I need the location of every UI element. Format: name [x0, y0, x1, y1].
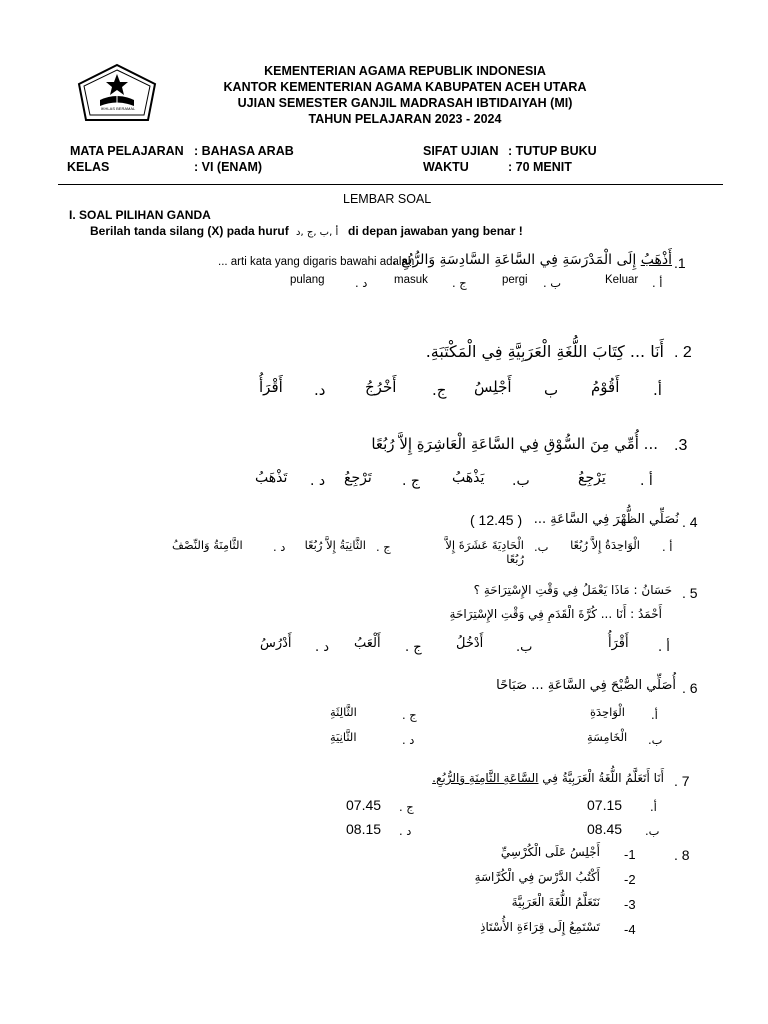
q5-option-a: أَقْرَأُ: [608, 636, 629, 651]
q3-letter-c: ج .: [402, 473, 420, 489]
q6-letter-b: ب.: [648, 733, 663, 747]
time-label: WAKTU: [423, 160, 469, 174]
q8-item-3-text: نَتَعَلَّمُ اللُّغَةَ الْعَرَبِيَّةَ: [511, 895, 600, 909]
q1-letter-b: ب .: [543, 276, 562, 290]
q3-letter-d: د .: [310, 473, 326, 489]
q2-option-c: أَخْرُجُ: [365, 378, 397, 396]
q7-number: . 7: [674, 773, 690, 789]
q1-letter-a: أ .: [652, 276, 663, 290]
q7-option-b: 08.45: [587, 821, 623, 837]
q5-line-2: أَحْمَدُ : أَنَا ... كُرَّةَ الْقَدَمِ فِي وَقْتِ الإِسْتِرَاحَةِ: [449, 607, 662, 621]
q3-option-c: تَرْجِعُ: [344, 470, 372, 486]
q6-option-d: الثَّانِيَةِ: [330, 730, 357, 744]
q8-item-4-text: تَسْتَمِعُ إِلَى قِرَاءَةِ الأُسْتَاذِ: [480, 920, 600, 934]
q3-option-b: يَذْهَبُ: [452, 470, 485, 486]
q2-number: . 2: [674, 344, 692, 361]
sheet-title: LEMBAR SOAL: [343, 192, 432, 206]
q6-arabic: أُصَلِّي الصُّبْحَ فِي السَّاعَةِ ... صَبَاحًا: [496, 678, 676, 693]
q1-arabic: [392, 252, 672, 268]
q4-letter-a: أ .: [662, 540, 673, 554]
q8-item-4-number: -4: [624, 922, 636, 937]
q1-latin-prompt: ... arti kata yang digaris bawahi adalah: [218, 256, 415, 268]
q4-option-c: الثَّانِيَةُ إِلاَّ رُبُعًا: [304, 538, 366, 552]
q3-letter-b: ب.: [512, 473, 530, 489]
q4-letter-c: ج .: [376, 540, 391, 554]
section-title: I. SOAL PILIHAN GANDA: [69, 208, 211, 222]
class-value: : VI (ENAM): [194, 160, 263, 174]
q6-letter-d: د .: [402, 733, 415, 747]
q7-letter-d: د .: [399, 824, 412, 838]
q4-time: ( 12.45 ): [470, 512, 523, 528]
instruction-part-2: di depan jawaban yang benar !: [348, 224, 523, 238]
instruction-part-1: Berilah tanda silang (X) pada huruf: [90, 224, 289, 238]
exam-type-value: : TUTUP BUKU: [508, 144, 597, 158]
q8-item-1-text: أَجْلِسُ عَلَى الْكُرْسِيِّ: [500, 845, 600, 859]
q1-number: .1: [674, 255, 686, 271]
q5-option-d: أَدْرُسُ: [260, 636, 292, 651]
section-instruction: [90, 224, 342, 238]
subject-value: : BAHASA ARAB: [194, 144, 294, 158]
q4-letter-b: ب.: [534, 540, 549, 554]
q3-arabic: ... أُمِّي مِنَ السُّوْقِ فِي السَّاعَةِ الْعَاشِرَةِ إِلاَّ رُبُعًا: [371, 435, 658, 453]
q8-item-3-number: -3: [624, 897, 636, 912]
q4-letter-d: د .: [273, 540, 286, 554]
q2-option-b: أَجْلِسُ: [474, 378, 512, 396]
q5-letter-b: ب.: [516, 640, 533, 655]
q7-underlined: السَّاعَةِ الثَّامِنَةِ وَالرُّبُعِ.: [432, 771, 539, 785]
q8-item-2-text: أَكْتُبُ الدَّرْسَ فِي الْكُرَّاسَةِ: [474, 870, 600, 884]
q5-option-c: أَلْعَبُ: [354, 636, 381, 651]
q3-letter-a: أ .: [640, 473, 653, 489]
instruction-letters: أ ,ب ,ج ,د: [296, 227, 339, 238]
q1-arabic-rest: إِلَى الْمَدْرَسَةِ فِي السَّاعَةِ السَّادِسَةِ وَالرُّبُعِ .: [392, 252, 641, 268]
q1-option-b: pergi: [502, 274, 528, 286]
q1-option-d: pulang: [290, 274, 325, 286]
q2-option-d: أَقْرَأُ: [259, 378, 283, 396]
q4-option-a: الْوَاحِدَةُ إِلاَّ رُبُعًا: [570, 538, 640, 552]
q6-option-b: الْخَامِسَةِ: [587, 730, 628, 744]
q6-number: . 6: [682, 680, 698, 696]
q2-arabic: أَنَا ... كِتَابَ اللُّغَةِ الْعَرَبِيَّةِ فِي الْمَكْتَبَةِ.: [425, 342, 664, 361]
q2-letter-b: ب: [544, 381, 559, 399]
q1-option-a: Keluar: [605, 274, 639, 286]
header-line-2: KANTOR KEMENTERIAN AGAMA KABUPATEN ACEH UTARA: [223, 80, 587, 94]
q6-letter-c: ج .: [402, 708, 417, 722]
q8-number: . 8: [674, 847, 690, 863]
subject-label: MATA PELAJARAN: [70, 144, 184, 158]
class-label: KELAS: [67, 160, 110, 174]
q5-number: . 5: [682, 585, 698, 601]
q4-option-b: الْحَادِيَةَ عَشَرَةَ إِلاَّ رُبُعًا: [445, 538, 524, 566]
q7-option-d: 08.15: [346, 821, 382, 837]
q3-option-a: يَرْجِعُ: [578, 470, 606, 486]
q2-letter-d: د.: [314, 381, 326, 399]
q8-item-2-number: -2: [624, 872, 636, 887]
q7-letter-a: أ.: [650, 800, 657, 814]
q1-letter-c: ج .: [452, 276, 467, 290]
q5-line-1: حَسَانُ : مَاذَا يَعْمَلُ فِي وَقْتِ الإِسْتِرَاحَةِ ؟: [473, 583, 672, 597]
q4-arabic: نُصَلِّي الظُّهْرَ فِي السَّاعَةِ ...: [533, 512, 679, 527]
q7-letter-c: ج .: [399, 800, 414, 814]
header-line-3: UJIAN SEMESTER GANJIL MADRASAH IBTIDAIYAH (MI): [237, 96, 573, 110]
q7-option-c: 07.45: [346, 797, 382, 813]
exam-type-label: SIFAT UJIAN: [423, 144, 499, 158]
time-value: : 70 MENIT: [508, 160, 572, 174]
q6-option-c: الثَّالِثَةِ: [330, 705, 357, 719]
q7-option-a: 07.15: [587, 797, 623, 813]
q7-text: أَنَا أَتَعَلَّمُ اللُّغَةُ الْعَرَبِيَّةُ فِي: [538, 771, 664, 785]
q1-underlined-word: أَذْهَبُ: [640, 252, 672, 268]
q2-letter-a: أ.: [653, 381, 662, 399]
q2-option-a: أَقُوْمُ: [591, 378, 620, 396]
header-divider: [58, 184, 723, 185]
q2-letter-c: ج.: [432, 381, 447, 399]
q6-letter-a: أ.: [651, 708, 658, 722]
q4-number: . 4: [682, 514, 698, 530]
q6-option-a: الْوَاحِدَةِ: [590, 705, 626, 719]
logo-text: IKHLAS BERAMAL: [100, 106, 136, 111]
q7-arabic: [432, 771, 664, 785]
q7-letter-b: ب.: [645, 824, 660, 838]
q5-letter-a: أ .: [658, 640, 670, 655]
ministry-logo: [76, 62, 158, 124]
q1-option-c: masuk: [394, 274, 428, 286]
header-line-1: KEMENTERIAN AGAMA REPUBLIK INDONESIA: [264, 64, 546, 78]
q4-option-d: الثَّامِنَةُ وَالنِّصْفُ: [172, 538, 243, 552]
q1-letter-d: د .: [355, 276, 368, 290]
header-line-4: TAHUN PELAJARAN 2023 - 2024: [308, 112, 502, 126]
q5-option-b: أَدْخُلُ: [456, 636, 484, 651]
q8-item-1-number: -1: [624, 847, 636, 862]
q5-letter-d: د .: [315, 640, 330, 655]
q5-letter-c: ج .: [405, 640, 422, 655]
q3-option-d: تَذْهَبُ: [255, 470, 288, 486]
q3-number: .3: [674, 437, 688, 454]
